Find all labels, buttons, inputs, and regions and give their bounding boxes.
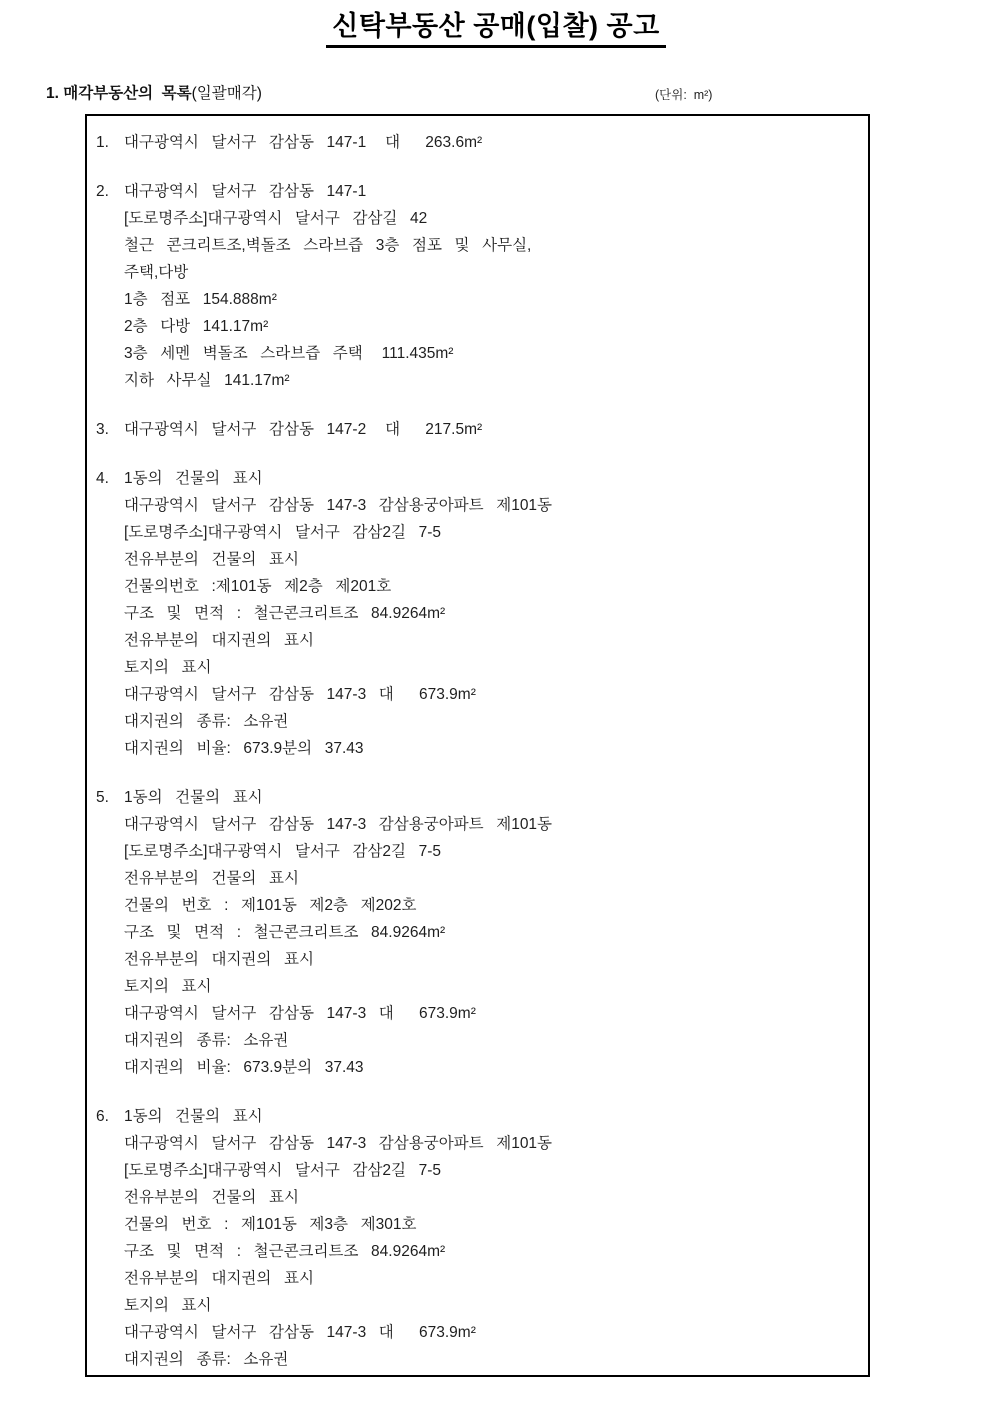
property-item-text: 1동의 건물의 표시 xyxy=(124,789,263,806)
property-item xyxy=(96,465,860,762)
property-item-line: 전유부분의 대지권의 표시 xyxy=(124,632,314,649)
property-item-text: 대구광역시 달서구 감삼동 147-1 대 263.6m² xyxy=(124,134,483,151)
property-item-line: [도로명주소]대구광역시 달서구 감삼2길 7-5 xyxy=(124,843,442,860)
property-item-line: 대구광역시 달서구 감삼동 147-3 감삼용궁아파트 제101동 xyxy=(124,816,553,833)
property-item-first-line xyxy=(96,416,860,443)
property-item-line: [도로명주소]대구광역시 달서구 감삼길 42 xyxy=(124,210,428,227)
property-item-line: 건물의 번호 : 제101동 제3층 제301호 xyxy=(124,1216,417,1233)
property-item-line: 토지의 표시 xyxy=(124,1297,212,1314)
property-item-line: 구조 및 면적 : 철근콘크리트조 84.9264m² xyxy=(124,605,446,622)
property-item-line: 토지의 표시 xyxy=(124,659,212,676)
property-item-line: 대구광역시 달서구 감삼동 147-3 대 673.9m² xyxy=(124,1324,476,1341)
section-heading-suffix: (일괄매각) xyxy=(191,85,262,102)
property-item-line: 전유부분의 건물의 표시 xyxy=(124,551,299,568)
property-item-line: 철근 콘크리트조,벽돌조 스라브즙 3층 점포 및 사무실, xyxy=(124,237,532,254)
property-item-line: 대지권의 종류: 소유권 xyxy=(124,1351,289,1368)
unit-note: (단위: m²) xyxy=(655,88,713,102)
property-item-line: 3층 세멘 벽돌조 스라브즙 주택 111.435m² xyxy=(124,345,454,362)
property-item-text: 대구광역시 달서구 감삼동 147-2 대 217.5m² xyxy=(124,421,483,438)
property-item-number: 1. xyxy=(96,134,109,151)
property-item-number: 4. xyxy=(96,470,109,487)
property-item-line: 전유부분의 건물의 표시 xyxy=(124,1189,299,1206)
property-item-line: 전유부분의 건물의 표시 xyxy=(124,870,299,887)
property-item-line: 대지권의 비율: 673.9분의 37.43 xyxy=(124,1059,364,1076)
property-item-text: 대구광역시 달서구 감삼동 147-1 xyxy=(124,183,367,200)
property-item-line: 지하 사무실 141.17m² xyxy=(124,372,290,389)
property-item-line: 1층 점포 154.888m² xyxy=(124,291,277,308)
property-item-number: 6. xyxy=(96,1108,109,1125)
page-title xyxy=(0,4,992,48)
property-item-line: 구조 및 면적 : 철근콘크리트조 84.9264m² xyxy=(124,1243,446,1260)
property-item-line: 2층 다방 141.17m² xyxy=(124,318,269,335)
property-item-line: 전유부분의 대지권의 표시 xyxy=(124,951,314,968)
page-title-text: 신탁부동산 공매(입찰) 공고 xyxy=(326,4,665,48)
property-item-line: 주택,다방 xyxy=(124,264,189,281)
property-item-first-line xyxy=(96,784,860,811)
property-item-line: 대지권의 종류: 소유권 xyxy=(124,1032,289,1049)
property-item-number: 2. xyxy=(96,183,109,200)
property-item xyxy=(96,784,860,1081)
property-list-box xyxy=(85,114,870,1377)
section-heading-bold: 매각부동산의 목록 xyxy=(63,85,192,102)
property-item-line: 대지권의 비율: 673.9분의 37.43 xyxy=(124,740,364,757)
section-heading xyxy=(46,81,262,103)
section-number: 1. xyxy=(46,85,64,102)
property-item-line: 대구광역시 달서구 감삼동 147-3 감삼용궁아파트 제101동 xyxy=(124,1135,553,1152)
property-item-line: 대구광역시 달서구 감삼동 147-3 대 673.9m² xyxy=(124,1005,476,1022)
property-item-first-line xyxy=(96,1103,860,1130)
property-item xyxy=(96,129,860,156)
property-item-line: 대지권의 종류: 소유권 xyxy=(124,713,289,730)
property-item-text: 1동의 건물의 표시 xyxy=(124,1108,263,1125)
property-item-first-line xyxy=(96,129,860,156)
property-item-number: 5. xyxy=(96,789,109,806)
property-item xyxy=(96,1103,860,1373)
property-item-line: [도로명주소]대구광역시 달서구 감삼2길 7-5 xyxy=(124,1162,442,1179)
property-item xyxy=(96,416,860,443)
property-item-line: 건물의번호 :제101동 제2층 제201호 xyxy=(124,578,392,595)
property-item xyxy=(96,178,860,394)
property-item-first-line xyxy=(96,465,860,492)
property-item-line: 토지의 표시 xyxy=(124,978,212,995)
property-item-first-line xyxy=(96,178,860,205)
property-item-number: 3. xyxy=(96,421,109,438)
property-item-line: 건물의 번호 : 제101동 제2층 제202호 xyxy=(124,897,417,914)
property-item-line: [도로명주소]대구광역시 달서구 감삼2길 7-5 xyxy=(124,524,442,541)
property-item-line: 대구광역시 달서구 감삼동 147-3 감삼용궁아파트 제101동 xyxy=(124,497,553,514)
property-item-text: 1동의 건물의 표시 xyxy=(124,470,263,487)
property-item-line: 구조 및 면적 : 철근콘크리트조 84.9264m² xyxy=(124,924,446,941)
property-item-line: 전유부분의 대지권의 표시 xyxy=(124,1270,314,1287)
property-item-line: 대구광역시 달서구 감삼동 147-3 대 673.9m² xyxy=(124,686,476,703)
